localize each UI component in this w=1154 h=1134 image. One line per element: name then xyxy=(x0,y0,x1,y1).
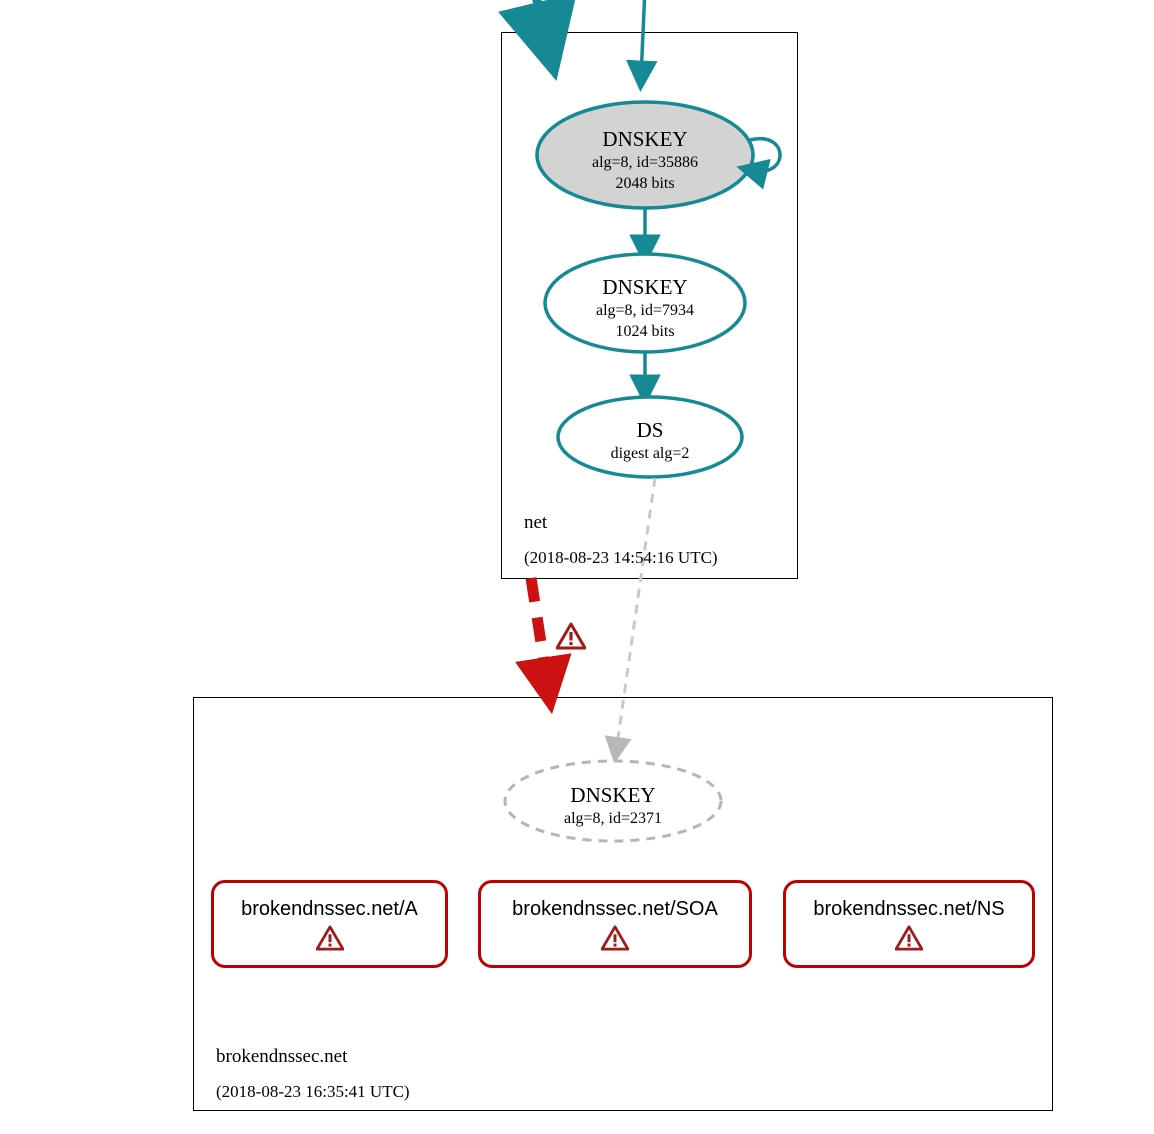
edge-incoming-left xyxy=(534,0,548,46)
rrset-brokendnssec-net-ns[interactable] xyxy=(783,880,1035,968)
zone-label-net: net xyxy=(524,512,548,533)
node-ds-digest-alg-2 xyxy=(558,397,742,477)
warning-triangle-icon xyxy=(895,925,923,951)
edge-incoming-right xyxy=(641,0,645,78)
rrset-label: brokendnssec.net/SOA xyxy=(512,897,718,920)
warning-triangle-icon xyxy=(316,925,344,951)
rrset-brokendnssec-net-soa[interactable] xyxy=(478,880,752,968)
node-label-dnskey-35886: DNSKEY alg=8, id=35886 2048 bits xyxy=(591,127,699,192)
zone-date-brokendnssec-net: (2018-08-23 16:35:41 UTC) xyxy=(216,1082,410,1101)
node-dnskey-35886 xyxy=(537,102,780,208)
rrset-label: brokendnssec.net/NS xyxy=(813,897,1005,920)
zone-date-net: (2018-08-23 14:54:16 UTC) xyxy=(524,548,718,567)
node-dnskey-2371 xyxy=(505,761,721,841)
edge-ds-to-dnskey2371 xyxy=(616,478,655,752)
warning-triangle-icon xyxy=(556,622,586,650)
node-label-dnskey-7934: DNSKEY alg=8, id=7934 1024 bits xyxy=(595,275,695,340)
rrset-brokendnssec-net-a[interactable] xyxy=(211,880,448,968)
zone-label-brokendnssec-net: brokendnssec.net xyxy=(216,1046,348,1067)
rrset-label: brokendnssec.net/A xyxy=(241,897,418,920)
warning-triangle-icon xyxy=(601,925,629,951)
node-label-ds: DS digest alg=2 xyxy=(610,418,690,462)
node-dnskey-7934 xyxy=(545,254,745,352)
node-label-dnskey-2371: DNSKEY alg=8, id=2371 xyxy=(563,783,663,827)
edge-net-to-brokendnssec-bogus xyxy=(531,578,548,688)
